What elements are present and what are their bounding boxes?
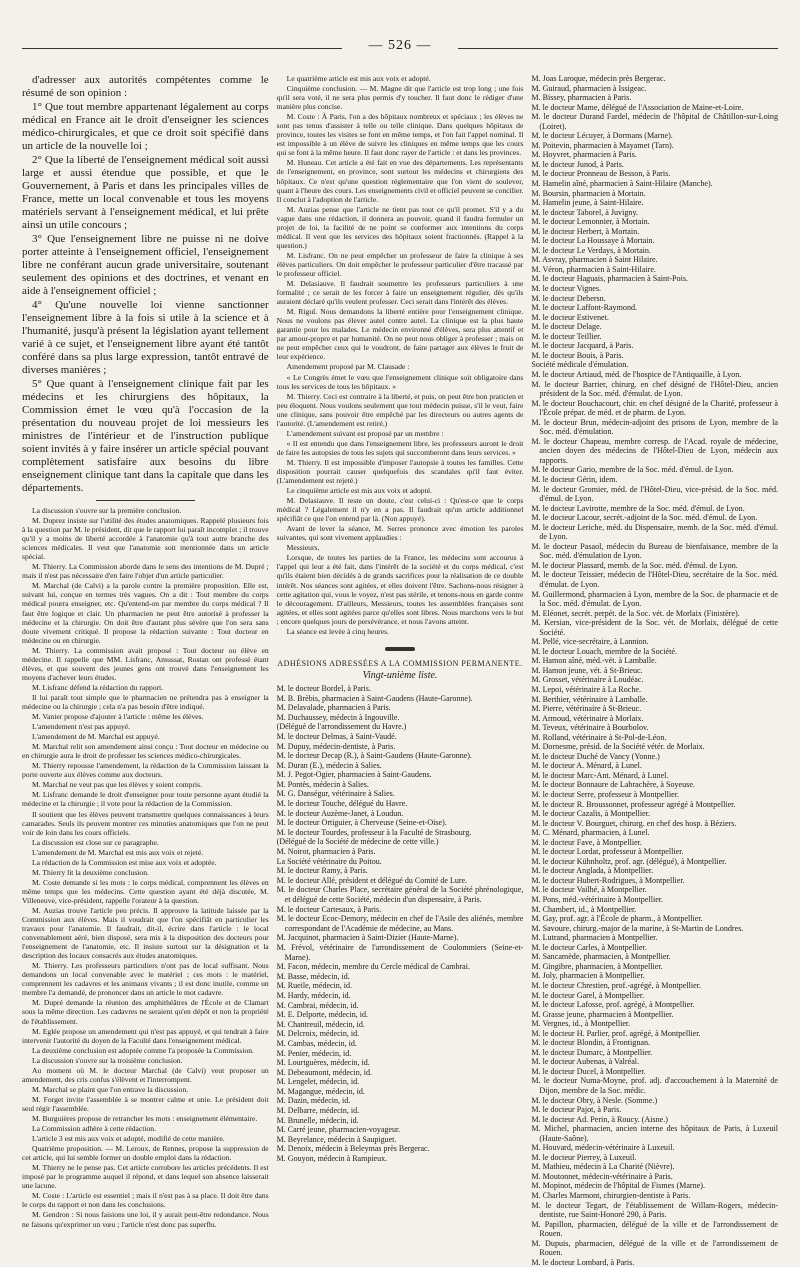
member-entry: M. Denoix, médecin à Beleymas près Bergerac. [276, 1144, 430, 1154]
member-entry: M. Noirot, pharmacien à Paris. [276, 847, 376, 857]
member-entry: (Délégué de la Société de médecine de cette ville.) [276, 837, 439, 847]
member-entry: M. le docteur Tegart, de l'établissement de Willam-Rogers, médecin-dentiste, rue Saint-Honoré 290, à Paris. [531, 1200, 779, 1220]
discussion-paragraph: M. Marchal se plaint que l'on entrave la discussion. [32, 1084, 189, 1094]
member-entry: M. Chantreuil, médecin, id. [276, 1019, 365, 1029]
discussion-paragraph: La discussion s'ouvre sur la première conclusion. [32, 506, 182, 515]
session-paragraph: M. Delasiauve. Il faudrait soumettre les professeurs particuliers à une formalité ; ce serait de les forcer à faire un enseignement régulier, dès qu'ils auraient déclaré qu'ils veulent professer. Ceci serait dans l'intérêt des élèves. [276, 279, 524, 307]
member-entry: M. le docteur Plassard, memb. de la Soc. méd. d'émul. de Lyon. [531, 560, 738, 570]
member-entry: M. le docteur Touche, délégué du Havre. [276, 799, 408, 809]
member-entry: M. Vergnes, id., à Montpellier. [531, 1019, 631, 1029]
member-entry: M. le docteur Laffont-Raymond. [531, 303, 638, 313]
member-entry: M. le docteur Artiaud, méd. de l'hospice de l'Antiquaille, à Lyon. [531, 369, 742, 379]
member-entry: M. le docteur Herbert, à Mortain. [531, 226, 640, 236]
member-entry: M. Bissey, pharmacien à Paris. [531, 93, 632, 103]
session-paragraph: Avant de lever la séance, M. Serres prononce avec émotion les paroles suivantes, qui sont vivement applaudies : [276, 524, 524, 543]
member-entry: M. le docteur Chapeau, membre corresp. de l'Acad. royale de médecine, ancien doyen des médecins de l'Hôtel-Dieu de Lyon, médecin aux rapports. [531, 436, 779, 465]
resolution-paragraph: 2° Que la liberté de l'enseignement médical soit aussi large et aussi étendue que possible, et que le Gouvernement, à Paris et dans les principales villes de France, mette un local convenable et tous les moyens matériels servant à l'enseignement médical, et lui prête ainsi un utile concours ; [22, 154, 269, 231]
discussion-paragraph: M. Thierry. La commission avait proposé : Tout docteur ou élève en médecine. Il rappelle que MM. Lisfranc, Amussat, Rostan ont professé étant élèves, et que souvent des jeunes gens ont trouvé dans l'enseignement les moyens d'achever leurs études. [22, 645, 269, 682]
discussion-paragraph: Il soutient que les élèves peuvent transmettre quelques connaissances à leurs camarades. Seuls ils peuvent montrer ces minuties anatomiques que l'on ne peut voir de loin dans les cours officiels. [22, 809, 269, 837]
session-paragraph: M. Thierry. Ceci est contraire à la liberté, et puis, on peut être bon praticien et peu éloquent. Nous voulons seulement que tout médecin puisse, s'il le veut, faire une clinique, sans pouvoir être empêché par les directeurs ou autres agents de l'autorité. (L'amendement est retiré.) [276, 391, 524, 428]
member-entry: M. le docteur Lombard, à Paris. [531, 1257, 635, 1267]
member-entry: M. le docteur Louach, membre de la Société. [531, 646, 677, 656]
session-paragraph: « Le Congrès émet le vœu que l'enseignement clinique soit obligatoire dans tous les services de tous les hôpitaux. » [276, 372, 524, 391]
member-entry: M. le docteur Haguais, pharmacien à Saint-Pois. [531, 274, 689, 284]
session-paragraph: Messieurs, [286, 543, 320, 553]
member-entry: M. le docteur Serre, professeur à Montpellier. [531, 790, 680, 800]
member-entry: M. le docteur Teillier. [531, 331, 602, 341]
member-entry: M. le docteur Pierrey, à Luxeuil. [531, 1152, 637, 1162]
discussion-paragraph: L'article 3 est mis aux voix et adopté, modifié de cette manière. [32, 1134, 225, 1144]
member-entry: M. Pellé, vice-secrétaire, à Lannion. [531, 637, 649, 647]
resolution-paragraph: 1° Que tout membre appartenant légalement au corps médical en France ait le droit d'enseigner les sciences médico-chirurgicales, et que ce droit soit spécifié dans un article de la nouvelle loi ; [22, 101, 269, 152]
member-entry: M. Basse, médecin, id. [276, 971, 350, 981]
session-paragraph: Le quatrième article est mis aux voix et adopté. [286, 74, 431, 83]
discussion-paragraph: M. Marchal ne veut pas que les élèves y soient compris. [32, 780, 202, 790]
member-entry: M. le docteur Estivenet. [531, 312, 609, 322]
member-entry: M. Delbarre, médecin, id. [276, 1106, 360, 1116]
member-entry: M. le docteur Durand Fardel, médecin de l'hôpital de Châtillon-sur-Loing (Loiret). [531, 112, 779, 131]
member-entry: M. Eléonet, secrét. perpét. de la Soc. vét. de Morlaix (Finistère). [531, 608, 740, 618]
member-entry: M. Boursin, pharmacien à Mortain. [531, 188, 646, 198]
discussion-paragraph: M. Lisfranc défend la rédaction du rapport. [32, 682, 164, 692]
member-entry: M. le docteur Dumarc, à Montpellier. [531, 1047, 653, 1057]
member-entry: M. le docteur Vignes. [531, 284, 602, 294]
member-entry: M. le docteur H. Parlier, prof. agrégé, à Montpellier. [531, 1028, 701, 1038]
member-entry: M. Duran (E.), médecin à Salies. [276, 760, 382, 770]
member-entry: M. le docteur Lafosse, prof. agrégé, à Montpellier. [531, 1000, 695, 1010]
session-block [277, 74, 524, 636]
member-entry: M. le docteur Lacour, secrét.-adjoint de la Soc. méd. d'émul. de Lyon. [531, 513, 758, 523]
discussion-paragraph: L'amendement n'est pas appuyé. [32, 722, 131, 732]
member-entry: M. le docteur Numa-Moyne, prof. adj. d'accouchement à la Maternité de Dijon, membre de la Soc. médic. [531, 1076, 779, 1095]
member-entry: M. Moutonnet, médecin-vétérinaire à Paris. [531, 1171, 673, 1181]
member-entry: M. le docteur Charles Place, secrétaire général de la Société phrénologique, et délégué de cette Société, médecin d'un dispensaire, à Paris. [276, 885, 524, 905]
member-entry: M. Pons, méd.-vétérinaire à Montpellier. [531, 895, 664, 905]
member-entry: M. le docteur V. Bourguet, chirurg. en chef des hosp. à Béziers. [531, 818, 737, 828]
session-paragraph: M. Delasiauve. Il reste un doute, c'est celui-ci : Qu'est-ce que le corps médical ? Légalement il n'y en a pas. Il faudrait qu'un article additionnel spécifiât ce que l'on entend par là. (Non appuyé). [276, 496, 524, 524]
discussion-paragraph: M. Lisfranc demande le droit d'enseigner pour toute personne ayant étudié la médecine et la chirurgie ; il vote pour la rédaction de la Commission. [22, 790, 269, 809]
member-entry: M. Hamelin jeune, à Saint-Hilaire. [531, 198, 644, 208]
member-entry: M. le docteur La Houssaye à Mortain. [531, 236, 655, 246]
discussion-paragraph: M. Dupré demande la réunion des amphithéâtres de l'École et de Clamart sous la même direction. Les cadavres ne seraient qu'en dépôt et non la propriété de l'établissement. [22, 998, 269, 1026]
member-entry: M. le docteur R. Broussonnet, professeur agrégé à Montpellier. [531, 799, 736, 809]
member-entry: M. Papillon, pharmacien, délégué de la ville et de l'arrondissement de Rouen. [531, 1219, 779, 1239]
member-entry: M. le docteur Delage. [531, 322, 602, 332]
member-entry: M. Hamon jeune, vét. à St-Brieuc. [531, 665, 643, 675]
header-rule-right [458, 48, 778, 49]
member-entry: M. Cambas, médecin, id. [276, 1038, 357, 1048]
discussion-paragraph: M. Marchal (de Calvi) a la parole contre la première proposition. Elle est, suivant lui, conçue en termes très vagues. On a dit : Tout membre du corps médical pourra enseigner, etc. Qu'entend-on par membre du corps médical ? Il faut être logique et clair. Un pharmacien ne peut être autorisé à professer la médecine et la chirurgie. On doit être d'autant plus sévère que l'on sera sans doute vivement critiqué. Il propose la rédaction suivante : Tout docteur en médecine ou en chirurgie. [22, 581, 269, 645]
member-entry: M. le docteur Delmas, à Saint-Vaudé. [276, 731, 397, 741]
session-paragraph: Cinquième conclusion. — M. Magne dit que l'article est trop long ; une fois qu'il sera voté, il ne sera plus permis d'y toucher. Il faut donc le rédiger d'une manière plus concise. [276, 84, 524, 112]
member-entry: M. Penier, médecin, id. [276, 1048, 352, 1058]
member-entry: M. Cambrai, médecin, id. [276, 1000, 359, 1010]
discussion-paragraph: Quatrième proposition. — M. Leroux, de Rennes, propose la suppression de cet article, qui lui semble former un double emploi dans la rédaction. [22, 1144, 269, 1163]
discussion-paragraph: M. Duprez insiste sur l'utilité des études anatomiques. Rappelé plusieurs fois à la question par M. le président, dit que le rapport lui paraît incomplet ; il trouve qu'il y a moins de liberté accordée à l'anatomie qu'à tout autre branche des sciences médicales. Il veut que l'anatomie soit mentionnée dans un article spécial. [22, 516, 269, 562]
member-entry: M. le docteur Gérin, idem. [531, 474, 618, 484]
section-ornament [277, 644, 524, 653]
column-middle [277, 74, 524, 1164]
resolution-paragraph: 5° Que quant à l'enseignement clinique fait par les médecins et les chirurgiens des hôpitaux, la Commission émet le vœu qu'à l'occasion de la présentation du nouveau projet de loi messieurs les ministres de l'intérieur et de l'instruction publique soient invités à y faire insérer un article spécial pouvant complètement satisfaire aux besoins du libre enseignement clinique tant dans la capitale que dans les départements. [22, 378, 269, 494]
header-rule-left [22, 48, 342, 49]
adhesions-heading: ADHÉSIONS ADRESSÉES A LA COMMISSION PERMANENTE. [277, 658, 523, 668]
member-entry: M. Lutrand, pharmacien à Montpellier. [531, 933, 658, 943]
member-entry: M. le docteur Anglada, à Montpellier. [531, 866, 654, 876]
member-entry: M. le docteur Carles, à Montpellier. [531, 942, 647, 952]
member-entry: M. E. Delporte, médecin, id. [276, 1010, 368, 1020]
member-entry: M. le docteur Mame, délégué de l'Association de Maine-et-Loire. [531, 102, 744, 112]
resolution-paragraph: 4° Qu'une nouvelle loi vienne sanctionner l'enseignement libre à la fois si utile à la science et à l'humanité, jusqu'à présent la législation ayant tellement varié à ce sujet, et l'enseignement libre ayant été tantôt conféré dans sa plus large expression, tantôt entravé de diverses manières ; [22, 299, 269, 376]
member-entry: M. G. Danségur, vétérinaire à Salies. [276, 789, 395, 799]
member-entry: M. Jacquinot, pharmacien à Saint-Dizier (Haute-Marne). [276, 933, 459, 943]
member-entry: M. Kersian, vice-président de la Soc. vét. de Morlaix, délégué de cette Société. [531, 618, 779, 637]
discussion-paragraph: M. Thierry repousse l'amendement, la rédaction de la Commission laissant la porte ouverte aux élèves comme aux docteurs. [22, 761, 269, 780]
member-entry: M. le docteur Ecoc-Demory, médecin en chef de l'Asile des aliénés, membre correspondant de l'Académie de médecine, au Mans. [276, 914, 524, 933]
member-entry: M. Hardy, médecin, id. [276, 990, 351, 1000]
member-entry: M. Mathieu, médecin à La Charité (Nièvre). [531, 1162, 675, 1172]
member-entry: M. le docteur Bouis, à Paris. [531, 350, 624, 360]
member-entry: M. Dupuis, pharmacien, délégué de la ville et de l'arrondissement de Rouen. [531, 1238, 779, 1258]
discussion-paragraph: M. Thierry ne le pense pas. Cet article corrobore les articles précédents. Il est imposé par le programme auquel il répond, et dans lequel son absence laisserait une lacune. [22, 1163, 269, 1191]
member-entry: M. le docteur Lemonnier, à Mortain. [531, 217, 650, 227]
member-entry: M. Gouyon, médecin à Rampieux. [276, 1154, 388, 1164]
member-entry: M. le docteur Cazalis, à Montpellier. [531, 809, 651, 819]
member-entry: M. Gingibre, pharmacien, à Montpellier. [531, 961, 663, 971]
member-entry: M. Magangue, médecin, id. [276, 1086, 365, 1096]
page-header [22, 38, 778, 58]
member-entry: M. le docteur A. Ménard, à Lunel. [531, 761, 642, 771]
discussion-block [22, 506, 269, 1229]
member-entry: M. Delcroix, médecin, id. [276, 1029, 360, 1039]
adhesions-list [277, 684, 524, 1164]
member-entry: M. Asvray, pharmacien à Saint Hilaire. [531, 255, 658, 265]
member-entry: M. le docteur Marc-Ant. Ménard, à Lunel. [531, 770, 669, 780]
member-entry: M. Mopinot, médecin de l'hôpital de Fismes (Marne). [531, 1181, 705, 1191]
member-entry: M. le docteur Aubenas, à Valréal. [531, 1057, 640, 1067]
member-entry: M. le docteur Bouchacourt, chir. en chef désigné de la Charité, professeur à l'École prépar. de méd. et de pharm. de Lyon. [531, 398, 779, 418]
member-entry: M. le docteur Ramy, à Paris. [276, 866, 368, 876]
discussion-paragraph: M. Coste demande si les mots : le corps médical, comprennent les élèves en même temps que les médecins. Cette question ayant été déjà discutée, M. Villeneuve, vice-président, rappelle l'orateur à la question. [22, 877, 269, 905]
member-entry: M. Delavalade, pharmacien à Paris. [276, 703, 391, 713]
member-entry: M. le docteur Barrier, chirurg. en chef désigné de l'Hôtel-Dieu, ancien président de la Soc. méd. d'émulat. de Lyon. [531, 379, 779, 399]
session-paragraph: Le cinquième article est mis aux voix et adopté. [286, 486, 432, 496]
discussion-paragraph: M. Coste : L'article est essentiel ; mais il n'est pas à sa place. Il doit être dans le corps du rapport et non dans les conclusions. [22, 1191, 269, 1210]
member-entry: M. B. Brèbis, pharmacien à Saint-Gaudens (Haute-Garonne). [276, 693, 473, 703]
member-entry: M. le docteur Bonnaure de Labrachère, à Soyeuse. [531, 780, 695, 790]
member-entry: Société médicale d'émulation. [531, 360, 629, 370]
discussion-paragraph: M. Gendron : Si nous faisions une loi, il y aurait peut-être redondance. Nous ne faisons qu'exprimer un vœu ; l'article n'est donc pas superflu. [22, 1210, 269, 1229]
member-entry: M. Frévol, vétérinaire de l'arrondissement de Coulommiers (Seine-et-Marne). [276, 942, 524, 962]
member-entry: M. Pierre, vétérinaire à St-Brieuc. [531, 704, 642, 714]
discussion-paragraph: La discussion s'ouvre sur la troisième conclusion. [32, 1055, 183, 1065]
discussion-paragraph: L'amendement de M. Marchal est appuyé. [32, 732, 160, 742]
member-entry: M. le docteur Le Verdays, à Mortain. [531, 245, 651, 255]
discussion-paragraph: La rédaction de la Commission est mise aux voix et adoptée. [32, 857, 217, 867]
discussion-paragraph: L'amendement de M. Marchal est mis aux voix et rejeté. [32, 847, 204, 857]
member-entry: (Délégué de l'arrondissement du Havre.) [276, 722, 407, 732]
member-entry: M. le docteur Garel, à Montpellier. [531, 990, 645, 1000]
member-entry: M. Rueile, médecin, id. [276, 981, 352, 991]
member-entry: M. Grosset, vétérinaire à Loudéac. [531, 675, 644, 685]
session-paragraph: M. Auzias pense que l'article ne tient pas tout ce qu'il promet. S'il y a du vague dans une rédaction, il donnera au pouvoir, quand il faudra formuler un projet de loi, la facilité de ne point se conformer aux intentions du corps médical. Il veut que les services des hôpitaux soient fractionnés. (Rappel à la question.) [276, 204, 524, 250]
member-entry: M. Lepoi, vétérinaire à La Roche. [531, 685, 642, 694]
discussion-paragraph: Il lui paraît tout simple que le pharmacien ne prétendra pas à enseigner la médecine ou la chirurgie ; cela n'a pas besoin d'être indiqué. [22, 692, 269, 711]
discussion-paragraph: M. Vanier propose d'ajouter à l'article : même les élèves. [32, 712, 204, 722]
resolution-paragraph: d'adresser aux autorités compétentes comme le résumé de son opinion : [22, 74, 269, 99]
member-entry: M. Berthier, vétérinaire à Lamballe. [531, 694, 648, 704]
member-entry: M. Guiraud, pharmacien à Issigeac. [531, 83, 647, 93]
member-entry: M. le docteur Brun, médecin-adjoint des prisons de Lyon, membre de la Soc. méd. d'émulation. [531, 417, 779, 437]
session-paragraph: M. Thierry. Il est impossible d'imposer l'autopsie à toutes les familles. Cette disposition pourrait causer quelquefois des scandales qu'il faut éviter. (L'amendement est rejeté.) [276, 457, 524, 486]
member-entry: M. Sancamède, pharmacien, à Montpellier. [531, 952, 671, 962]
member-entry: M. Grasse jeune, pharmacien à Montpellier. [531, 1009, 674, 1019]
discussion-paragraph: M. Thierry. Les professeurs particuliers n'ont pas de local suffisant. Nous demandons un local convenable avec le matériel ; ces mots : le matériel, comprennent les cadavres et les animaux vivants ; il est donc inutile, comme un membre l'a demandé, de prononcer dans un article le mot cadavre. [22, 961, 269, 998]
session-paragraph: Lorsque, de toutes les parties de la France, les médecins sont accourus à l'appel qui leur a été fait, dans l'intérêt de la société et du corps médical, c'est qu'ils étaient bien décidés à de grands sacrifices pour la réalisation de ce double intérêt. Nos séances sont agitées, et elles doivent l'être. Sachons-nous résigner à cette agitation qui, vous le voyez, n'est pas stérile, et tenons-nous en garde contre le découragement. D'ailleurs, Messieurs, toutes les assemblées françaises sont agitées, et elles sont agitées parce qu'elles sont libres. Nous marchons vers le but ; encore quelques jours de persévérance, et nous l'avons atteint. [276, 553, 524, 626]
member-entry: M. le docteur Lordat, professeur à Montpellier. [531, 847, 684, 857]
discussion-paragraph: La Commission adhère à cette rédaction. [32, 1124, 156, 1134]
member-entry: M. le docteur Teissier, médecin de l'Hôtel-Dieu, secrétaire de la Soc. méd. d'émulat. de Lyon. [531, 570, 779, 589]
discussion-paragraph: M. Marchal relit son amendement ainsi conçu : Tout docteur en médecine ou en chirurgie aura le droit de professer les sciences médico-chirurgicales. [22, 742, 269, 761]
member-entry: M. Véron, pharmacien à Saint-Hilaire. [531, 264, 656, 274]
discussion-paragraph: M. Auzias trouve l'article peu précis. Il approuve la latitude laissée par la Commission aux élèves. Mais il voudrait que l'on spécifiât en particulier les travaux pour l'anatomie. Il faudrait, dit-il, écrire dans l'article : le local convenablement aéré, bien disposé, sera mis à la disposition des docteurs pour l'enseignement de l'anatomie, etc. Il insiste surtout sur la désignation et la description des locaux consacrés aux études anatomiques. [22, 905, 269, 961]
member-entry: M. Dazin, médecin, id. [276, 1096, 351, 1106]
member-entry: M. Houvard, médecin-vétérinaire à Luxeuil. [531, 1143, 675, 1153]
session-paragraph: Amendement proposé par M. Clausade : [286, 362, 410, 372]
session-paragraph: « Il est entendu que dans l'enseignement libre, les professeurs auront le droit de faire les autopsies de tous les sujets qui succomberont dans leurs services. » [276, 438, 524, 457]
member-entry: M. Hoyvret, pharmacien à Paris. [531, 150, 637, 160]
member-entry: M. le docteur Cartesaux, à Paris. [276, 904, 382, 914]
member-entry: La Société vétérinaire du Poitou. [276, 856, 382, 866]
member-entry: M. le docteur Chrestien, prof.-agrégé, à Montpellier. [531, 980, 702, 990]
session-paragraph: L'amendement suivant est proposé par un membre : [286, 428, 444, 438]
member-entry: M. Facon, médecin, membre du Cercle médical de Cambrai. [276, 962, 470, 972]
member-entry: M. le docteur Obry, à Nesle. (Somme.) [531, 1095, 658, 1105]
member-entry: M. Teveux, vétérinaire à Bourbolov. [531, 723, 649, 733]
member-entry: M. Lourtguères, médecin, id. [276, 1058, 370, 1068]
member-entry: M. le docteur Ad. Perin, à Roucy. (Aisne.) [531, 1114, 668, 1124]
session-paragraph: La séance est levée à cinq heures. [286, 626, 389, 636]
member-entry: M. le docteur Jacquard, à Paris. [531, 341, 634, 351]
member-entry: M. Brunelle, médecin, id. [276, 1115, 359, 1125]
member-entry: M. le docteur Bordel, à Paris. [276, 683, 371, 693]
member-entry: M. le docteur Fave, à Montpellier. [531, 837, 642, 847]
member-entry: M. le docteur Hubert-Rodrigues, à Montpellier. [531, 875, 685, 885]
member-entry: M. Joly, pharmacien à Montpellier. [531, 971, 645, 981]
member-entry: M. Savoure, chirurg.-major de la marine, à St-Martin de Londres. [531, 923, 744, 933]
member-entry: M. Pontès, médecin à Salies. [276, 779, 369, 789]
member-entry: M. Hamelin aîné, pharmacien à Saint-Hilaire (Manche). [531, 179, 713, 189]
discussion-paragraph: La discussion est close sur ce paragraphe. [32, 837, 159, 847]
member-entry: M. Poitevin, pharmacien à Mayamet (Tarn). [531, 140, 674, 150]
member-entry: M. C. Ménard, pharmacien, à Lunel. [531, 828, 650, 838]
member-entry: M. Lengelet, médecin, id. [276, 1077, 360, 1087]
member-entry: M. Michel, pharmacien, ancien interne des hôpitaux de Paris, à Luxeuil (Haute-Saône). [531, 1124, 779, 1143]
member-entry: M. le docteur Pajot, à Paris. [531, 1105, 622, 1115]
page-columns [22, 74, 779, 1267]
member-entry: M. Guillermond, pharmacien à Lyon, membre de la Soc. de pharmacie et de la Soc. méd. d'émulat. de Lyon. [531, 589, 779, 609]
resolution-paragraph: 3° Que l'enseignement libre ne puisse ni ne doive porter atteinte à l'enseignement officiel, l'enseignement libre ne conférant aucun grade universitaire, soutenant seulement des opinions et des doctrines, et venant en aide à l'enseignement officiel ; [22, 233, 269, 297]
member-entry: M. le docteur Junod, à Paris. [531, 159, 624, 169]
member-entry: M. Armoud, vétérinaire à Morlaix. [531, 713, 644, 723]
member-entry: M. Dornesme, présid. de la Société vétér. de Morlaix. [531, 742, 705, 752]
member-entry: M. le docteur Taborel, à Juvigny. [531, 207, 638, 217]
column-right [531, 74, 779, 1267]
member-entry: M. J. Pegot-Ogier, pharmacien à Saint-Gaudens. [276, 770, 432, 780]
adhesions-subheading: Vingt-unième liste. [362, 669, 438, 681]
discussion-paragraph: M. Forget invite l'assemblée à se montrer calme et unie. Le président doit seul régir l'assemblée. [22, 1094, 269, 1113]
member-entry: M. le docteur Leriche, méd. du Dispensaire, memb. de la Soc. méd. d'émul. de Lyon. [531, 522, 779, 542]
discussion-paragraph: M. Burguières propose de retrancher les mots : enseignement élémentaire. [32, 1114, 258, 1123]
member-entry: M. Gay, prof. agr. à l'École de pharm., à Montpellier. [531, 914, 703, 924]
discussion-paragraph: M. Thierry. La Commission aborde dans le sens des intentions de M. Dupré ; mais il n'est pas nécessaire d'en faire l'objet d'un article particulier. [22, 562, 269, 581]
discussion-paragraph: Au moment où M. le docteur Marchal (de Calvi) veut proposer un amendement, des cris confus s'élèvent et l'interrompent. [22, 1065, 269, 1084]
resolutions-block [22, 74, 269, 495]
member-entry: M. Beyrelance, médecin à Saupiguet. [276, 1134, 397, 1144]
member-entry: M. le docteur Gario, membre de la Soc. méd. d'émul. de Lyon. [531, 465, 734, 475]
column-left [22, 74, 269, 1229]
member-entry: M. Chambert, id., à Montpellier. [531, 904, 637, 914]
session-paragraph: M. Coste : À Paris, l'on a des hôpitaux nombreux et spéciaux ; les élèves ne sont pas tenus d'assister à telle ou telle clinique. Dans quelques hôpitaux de province, toutes les visites se font en même temps, et l'on fait l'appel nominal. Il est impossible à un élève de suivre les cliniques en même temps que les cours qui se font à la même heure. Il faut donc rayer de l'article : et dans les provinces. [276, 112, 524, 158]
member-entry: M. Hamon aîné, méd.-vét. à Lamballe. [531, 656, 657, 666]
session-paragraph: M. Riguî. Nous demandons la liberté entière pour l'enseignement clinique. Nous ne voulons pas élever autel contre autel. La clinique est la plus haute garantie pour les malades. Le médecin environné d'élèves, sera plus attentif et par amour-propre et par humanité. On ne peut nous obliger à professer ; mais on ne peut empêcher ceux qui le voudront, de faire partager aux élèves le fruit de leur expérience. [276, 307, 524, 362]
member-entry: M. le docteur Allé, président et délégué du Comité de Lure. [276, 875, 468, 885]
member-entry: M. le docteur Tourdes, professeur à la Faculté de Strasbourg. [276, 827, 472, 837]
member-entry: M. Carré jeune, pharmacien-voyageur. [276, 1125, 401, 1135]
member-entry: M. le docteur Auzème-Janet, à Loudun. [276, 808, 404, 818]
member-entry: M. Charles Marmont, chirurgien-dentiste à Paris. [531, 1190, 691, 1200]
member-entry: M. le docteur Gromier, méd. de l'Hôtel-Dieu, vice-présid. de la Soc. méd. d'émul. de Lyon. [531, 484, 779, 504]
member-entry: M. Debeaumont, médecin, id. [276, 1067, 372, 1077]
member-entry: M. Duchaussey, médecin à Ingouville. [276, 712, 400, 722]
member-entry: M. le docteur Pasaol, médecin du Bureau de bienfaisance, membre de la Soc. méd. d'émulation de Lyon. [531, 541, 779, 561]
member-entry: M. le docteur Ortiguier, à Cherveuse (Seine-et-Oise). [276, 818, 447, 828]
member-entry: M. le docteur Kühnholtz, prof. agr. (délégué), à Montpellier. [531, 856, 727, 866]
discussion-paragraph: M. Eglée propose un amendement qui n'est pas appuyé, et qui tendrait à faire intervenir l'autorité du doyen de la Faculté dans l'enseignement médical. [22, 1026, 269, 1045]
session-paragraph: M. Lisfranc. On ne peut empêcher un professeur de faire la clinique à ses élèves particuliers. On doit empêcher le professeur particulier d'être tracassé par le professeur officiel. [276, 250, 524, 278]
member-entry: M. le docteur Lavirotte, membre de la Soc. méd. d'émul. de Lyon. [531, 503, 745, 513]
member-entry: M. le docteur Ducel, à Montpellier. [531, 1066, 646, 1076]
member-entry: M. le docteur Blondin, à Frontignan. [531, 1038, 651, 1048]
member-entry: M. le docteur Decap (R.), à Saint-Gaudens (Haute-Garonne). [276, 751, 472, 761]
discussion-paragraph: M. Thierry lit la deuxième conclusion. [32, 867, 149, 877]
page-number: — 526 — [361, 38, 440, 54]
discussion-paragraph: La deuxième conclusion est adoptée comme l'a proposée la Commission. [32, 1045, 254, 1055]
member-entry: M. Joas Laroque, médecin près Bergerac. [531, 74, 666, 83]
column-separator [96, 500, 195, 501]
member-entry: M. le docteur Pronneau de Besson, à Paris. [531, 169, 671, 179]
member-entry: M. le docteur Debersn. [531, 293, 606, 303]
session-paragraph: M. Huneau. Cet article a été fait en vue des départements. Les représentants de l'enseignement, en province, sont surtout les médecins et chirurgiens des hôpitaux. Ce n'est qu'une question réglementaire que l'on vient de soulever, quant à l'heure des cours. Les enseignements civil et officiel peuvent se concilier. Il conclut à l'adoption de l'article. [276, 158, 524, 204]
member-entry: M. le docteur Lécuyer, à Dormans (Marne). [531, 131, 673, 141]
member-entry: M. le docteur Duché de Vancy (Yonne.) [531, 751, 660, 761]
member-entry: M. le docteur Vailhé, à Montpellier. [531, 885, 647, 895]
member-entry: M. Dupuy, médecin-dentiste, à Paris. [276, 741, 396, 751]
member-entry: M. Rolland, vétérinaire à St-Pol-de-Léon. [531, 732, 667, 742]
